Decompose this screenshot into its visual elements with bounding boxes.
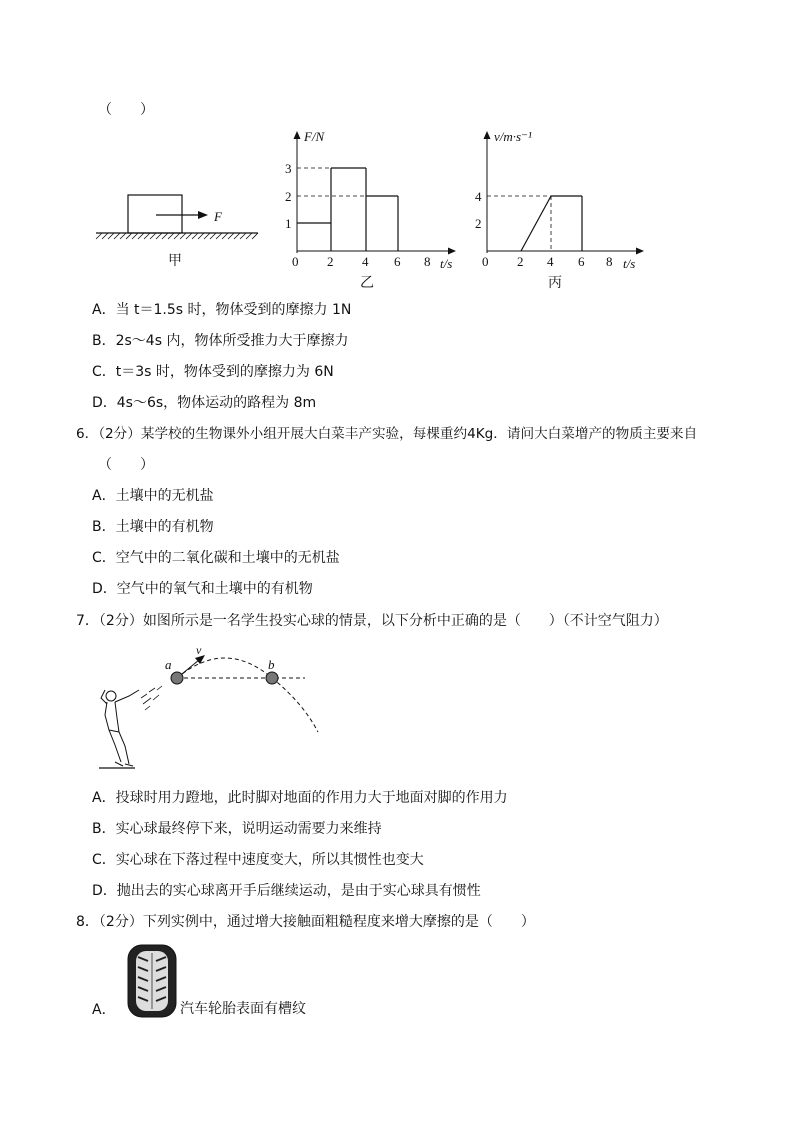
force-arrowhead [198,211,208,219]
q7-figure-throw [95,640,330,775]
bing-x-arrowhead [636,248,644,255]
q5-figure-bing [470,125,655,290]
figure-caption-bing: 丙 [548,275,562,291]
block [128,195,182,233]
q7-option-b: B．实心球最终停下来，说明运动需要力来维持 [92,821,382,837]
point-b-label: b [268,657,275,672]
q6-answer-bracket: （ ） [98,457,154,473]
ground-hatching [96,233,258,239]
trajectory-dashed [177,658,318,732]
bing-xtick-8: 8 [606,254,613,269]
yi-y-arrowhead [294,131,301,139]
bing-xtick-6: 6 [578,254,585,269]
q6-option-d: D．空气中的氧气和土壤中的有机物 [92,581,313,597]
q8-stem: 8．（2分）下列实例中，通过增大接触面粗糙程度来增大摩擦的是（ ） [76,914,535,930]
q5-figure-yi [280,125,465,290]
yi-xtick-2: 2 [327,254,334,269]
tire-image [122,943,182,1019]
bing-xtick-2: 2 [517,254,524,269]
bing-ytick-2: 2 [475,216,482,231]
q5-option-d: D．4s～6s，物体运动的路程为 8m [92,395,317,411]
ball-a [171,672,183,684]
ball-b [266,672,278,684]
figure-caption-yi: 乙 [360,275,374,291]
bing-ytick-4: 4 [475,189,482,204]
bing-xlabel: t/s [623,256,636,271]
bing-y-arrowhead [484,131,491,139]
bing-ylabel: v/m·s⁻¹ [494,129,532,144]
bing-xtick-4: 4 [547,254,554,269]
yi-ytick-1: 1 [285,216,292,231]
q6-option-b: B．土壤中的有机物 [92,519,214,535]
yi-x-arrowhead [448,248,456,255]
yi-xtick-8: 8 [424,254,431,269]
q8-option-a-text: 汽车轮胎表面有槽纹 [180,1001,306,1017]
yi-xtick-4: 4 [362,254,369,269]
q5-option-b: B．2s～4s 内，物体所受推力大于摩擦力 [92,333,349,349]
q6-stem: 6．（2分）某学校的生物课外小组开展大白菜丰产实验，每棵重约4Kg．请问大白菜增产的物质主要来自 [76,426,698,442]
motion-strokes [141,686,162,710]
yi-ytick-3: 3 [285,161,292,176]
athlete-figure [99,690,139,768]
yi-xlabel: t/s [440,256,453,271]
bing-origin: 0 [482,254,489,269]
point-a-label: a [165,657,172,672]
q7-option-a: A．投球时用力蹬地，此时脚对地面的作用力大于地面对脚的作用力 [92,790,508,806]
q7-option-c: C．实心球在下落过程中速度变大，所以其惯性也变大 [92,852,424,868]
q5-option-c: C．t＝3s 时，物体受到的摩擦力为 6N [92,364,334,380]
q5-answer-bracket: （ ） [98,102,154,118]
q5-figure-jia [90,185,265,275]
yi-xtick-6: 6 [394,254,401,269]
q5-option-a: A．当 t＝1.5s 时，物体受到的摩擦力 1N [92,302,352,318]
bing-ramp-2-4 [521,196,551,251]
q6-option-c: C．空气中的二氧化碳和土壤中的无机盐 [92,550,340,566]
yi-origin: 0 [292,254,299,269]
yi-ytick-2: 2 [285,189,292,204]
velocity-label: v [196,643,202,657]
q7-stem: 7．（2分）如图所示是一名学生投实心球的情景，以下分析中正确的是（ ）（不计空气阻力） [76,613,668,629]
force-label: F [214,209,222,224]
q7-option-d: D．抛出去的实心球离开手后继续运动，是由于实心球具有惯性 [92,883,481,899]
q8-option-a-label: A． [92,1002,116,1018]
q6-option-a: A．土壤中的无机盐 [92,488,214,504]
figure-caption-jia: 甲 [168,253,182,269]
yi-ylabel: F/N [304,129,325,144]
